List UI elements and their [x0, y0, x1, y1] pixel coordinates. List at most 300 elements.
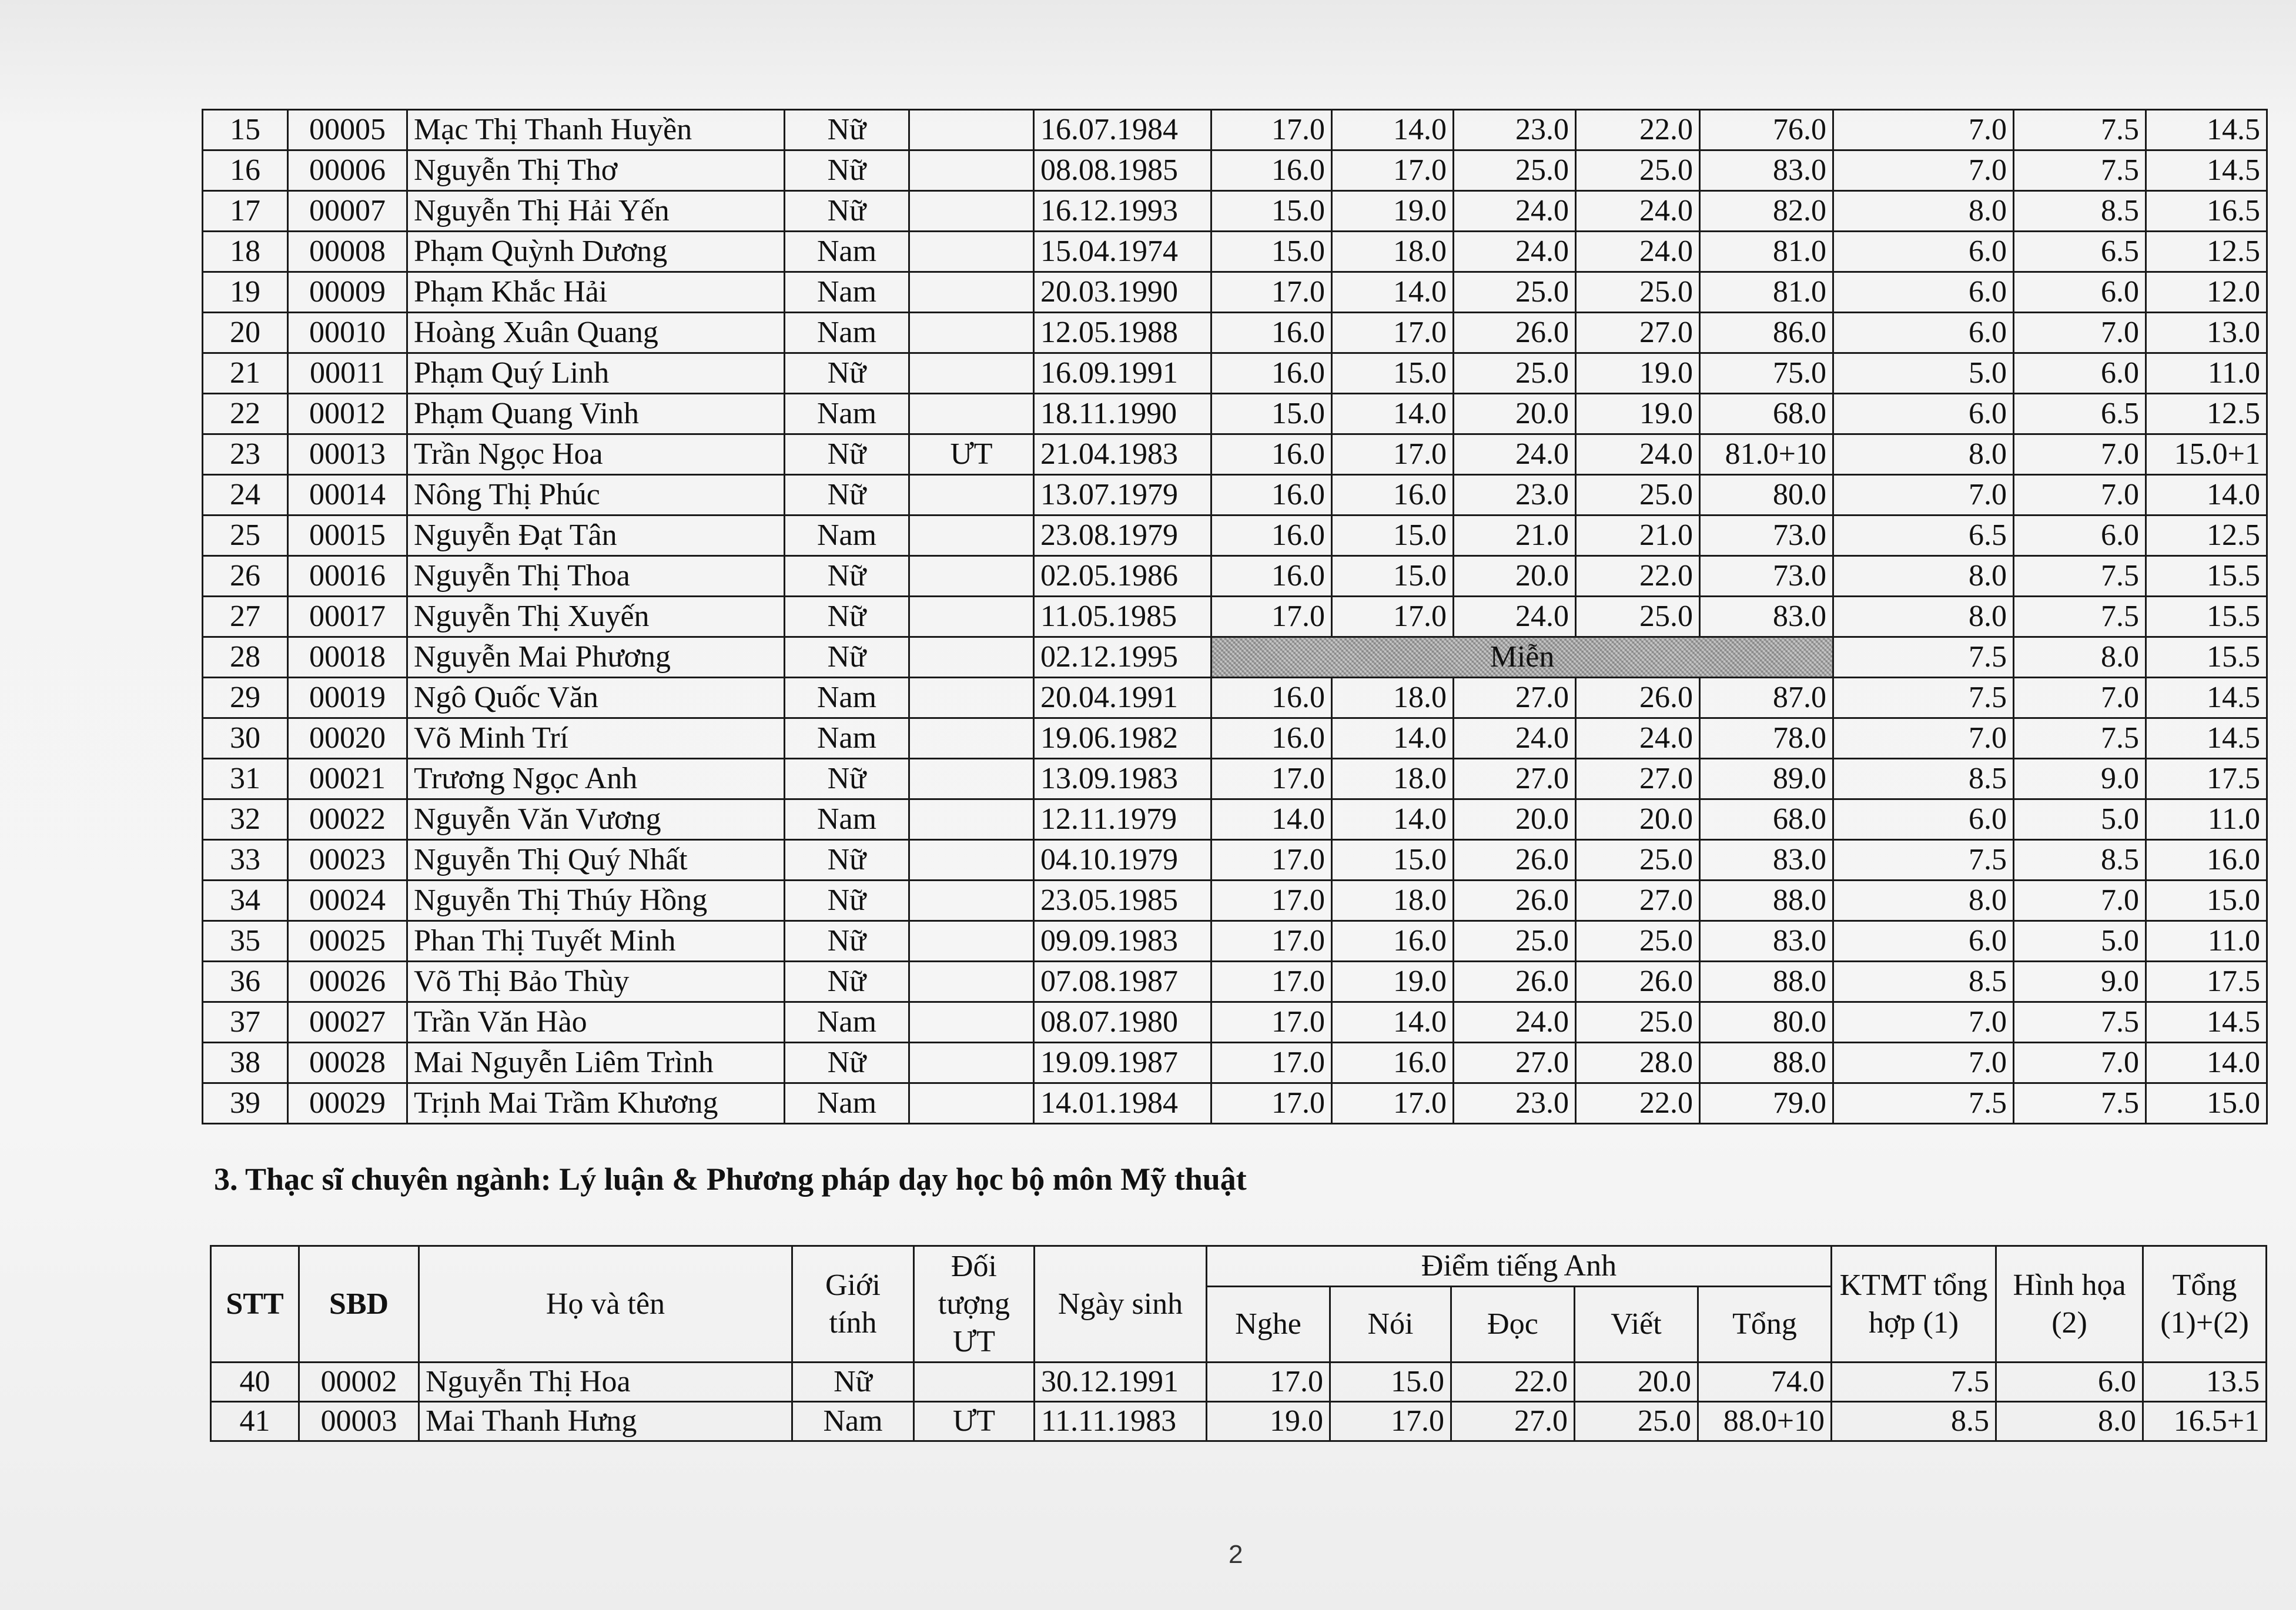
cell-full-name: Nguyễn Thị Xuyến: [407, 597, 785, 637]
table-row: [203, 272, 2267, 313]
cell-stt: 35: [203, 921, 288, 962]
cell-listening: 17.0: [1211, 881, 1332, 921]
cell-sum: 16.0: [2146, 840, 2267, 881]
cell-writing: 25.0: [1576, 475, 1700, 516]
cell-dob: 15.04.1974: [1034, 232, 1211, 272]
cell-reading: 26.0: [1454, 962, 1576, 1002]
cell-drawing: 6.5: [2014, 394, 2146, 434]
cell-gender: Nữ: [785, 597, 909, 637]
cell-reading: 26.0: [1454, 881, 1576, 921]
cell-priority: [909, 353, 1034, 394]
cell-ktmt: 6.0: [1833, 921, 2014, 962]
cell-priority: [909, 718, 1034, 759]
cell-reading: 26.0: [1454, 840, 1576, 881]
header-sbd: SBD: [299, 1246, 419, 1363]
cell-stt: 33: [203, 840, 288, 881]
cell-reading: 27.0: [1454, 678, 1576, 718]
cell-listening: 16.0: [1211, 678, 1332, 718]
cell-ktmt: 7.0: [1833, 1002, 2014, 1043]
cell-sbd: 00009: [288, 272, 407, 313]
cell-gender: Nam: [785, 1002, 909, 1043]
cell-full-name: Phạm Khắc Hải: [407, 272, 785, 313]
cell-drawing: 5.0: [2014, 921, 2146, 962]
cell-stt: 29: [203, 678, 288, 718]
cell-priority: [909, 394, 1034, 434]
cell-stt: 15: [203, 110, 288, 150]
cell-priority: [909, 1083, 1034, 1124]
cell-priority: [909, 678, 1034, 718]
cell-dob: 11.05.1985: [1034, 597, 1211, 637]
cell-priority: [909, 150, 1034, 191]
cell-gender: Nam: [785, 678, 909, 718]
cell-sum: 12.5: [2146, 516, 2267, 556]
cell-dob: 12.05.1988: [1034, 313, 1211, 353]
cell-sum: 11.0: [2146, 921, 2267, 962]
table-row: [203, 597, 2267, 637]
table-row: [203, 718, 2267, 759]
cell-writing: 25.0: [1576, 840, 1700, 881]
cell-full-name: Nguyễn Mai Phương: [407, 637, 785, 678]
cell-speaking: 15.0: [1332, 556, 1454, 597]
cell-sum: 17.5: [2146, 759, 2267, 799]
cell-stt: 25: [203, 516, 288, 556]
cell-listening: 16.0: [1211, 353, 1332, 394]
cell-ktmt: 7.0: [1833, 475, 2014, 516]
cell-drawing: 7.5: [2014, 556, 2146, 597]
cell-speaking: 18.0: [1332, 678, 1454, 718]
cell-ktmt: 8.0: [1833, 191, 2014, 232]
cell-drawing: 7.5: [2014, 1002, 2146, 1043]
table-row: [211, 1363, 2267, 1402]
cell-writing: 25.0: [1576, 597, 1700, 637]
cell-reading: 25.0: [1454, 272, 1576, 313]
cell-dob: 08.07.1980: [1034, 1002, 1211, 1043]
cell-gender: Nữ: [785, 353, 909, 394]
cell-full-name: Trần Văn Hào: [407, 1002, 785, 1043]
cell-drawing: 8.0: [2014, 637, 2146, 678]
cell-full-name: Nguyễn Thị Quý Nhất: [407, 840, 785, 881]
cell-speaking: 14.0: [1332, 1002, 1454, 1043]
cell-english-total: 88.0: [1700, 1043, 1833, 1083]
cell-speaking: 16.0: [1332, 475, 1454, 516]
cell-sum: 15.0: [2146, 1083, 2267, 1124]
cell-sbd: 00023: [288, 840, 407, 881]
cell-english-total: 80.0: [1700, 475, 1833, 516]
cell-stt: 28: [203, 637, 288, 678]
cell-ktmt: 7.0: [1833, 1043, 2014, 1083]
cell-priority: [909, 637, 1034, 678]
cell-stt: 21: [203, 353, 288, 394]
cell-sbd: 00027: [288, 1002, 407, 1043]
cell-writing: 24.0: [1576, 191, 1700, 232]
cell-english-total: 83.0: [1700, 840, 1833, 881]
cell-reading: 27.0: [1454, 759, 1576, 799]
table-row: [203, 799, 2267, 840]
cell-reading: 20.0: [1454, 799, 1576, 840]
cell-drawing: 7.5: [2014, 1083, 2146, 1124]
cell-writing: 19.0: [1576, 353, 1700, 394]
cell-dob: 19.06.1982: [1034, 718, 1211, 759]
cell-speaking: 18.0: [1332, 759, 1454, 799]
cell-drawing: 6.0: [2014, 272, 2146, 313]
cell-stt: 17: [203, 191, 288, 232]
cell-speaking: 19.0: [1332, 962, 1454, 1002]
cell-sum: 15.0+1: [2146, 434, 2267, 475]
cell-writing: 24.0: [1576, 232, 1700, 272]
cell-writing: 22.0: [1576, 110, 1700, 150]
cell-gender: Nam: [785, 516, 909, 556]
cell-gender: Nữ: [785, 921, 909, 962]
cell-reading: 24.0: [1454, 232, 1576, 272]
cell-ktmt: 8.0: [1833, 597, 2014, 637]
cell-priority: [909, 556, 1034, 597]
cell-speaking: 17.0: [1332, 597, 1454, 637]
cell-english-total: 81.0+10: [1700, 434, 1833, 475]
cell-speaking: 17.0: [1332, 1083, 1454, 1124]
cell-drawing: 7.0: [2014, 313, 2146, 353]
cell-english-total: 73.0: [1700, 516, 1833, 556]
cell-ktmt: 8.0: [1833, 434, 2014, 475]
cell-priority: ƯT: [914, 1402, 1035, 1441]
cell-full-name: Phạm Quang Vinh: [407, 394, 785, 434]
table-row: [203, 475, 2267, 516]
cell-gender: Nam: [785, 394, 909, 434]
cell-priority: [909, 272, 1034, 313]
cell-ktmt: 6.0: [1833, 232, 2014, 272]
page-number: 2: [1229, 1540, 1243, 1569]
header-gender: Giới tính: [792, 1246, 914, 1363]
cell-sum: 14.5: [2146, 1002, 2267, 1043]
cell-reading: 23.0: [1454, 1083, 1576, 1124]
table-row: [203, 394, 2267, 434]
cell-stt: 16: [203, 150, 288, 191]
cell-sum: 14.5: [2146, 110, 2267, 150]
cell-reading: 24.0: [1454, 597, 1576, 637]
cell-sum: 15.5: [2146, 637, 2267, 678]
cell-full-name: Nguyễn Thị Thúy Hồng: [407, 881, 785, 921]
cell-ktmt: 7.5: [1832, 1363, 1996, 1402]
cell-writing: 27.0: [1576, 313, 1700, 353]
cell-gender: Nữ: [785, 110, 909, 150]
cell-speaking: 15.0: [1332, 840, 1454, 881]
cell-listening: 17.0: [1211, 597, 1332, 637]
table-row: [203, 150, 2267, 191]
cell-ktmt: 6.0: [1833, 799, 2014, 840]
cell-gender: Nam: [785, 718, 909, 759]
cell-dob: 13.09.1983: [1034, 759, 1211, 799]
table-row: [211, 1402, 2267, 1441]
cell-writing: 22.0: [1576, 1083, 1700, 1124]
cell-listening: 15.0: [1211, 232, 1332, 272]
cell-writing: 25.0: [1575, 1402, 1698, 1441]
table-row: [203, 191, 2267, 232]
cell-full-name: Nguyễn Thị Thoa: [407, 556, 785, 597]
cell-english-total: 73.0: [1700, 556, 1833, 597]
cell-english-total: 89.0: [1700, 759, 1833, 799]
cell-stt: 24: [203, 475, 288, 516]
table-row: [203, 840, 2267, 881]
cell-gender: Nam: [785, 1083, 909, 1124]
cell-english-total: 79.0: [1700, 1083, 1833, 1124]
cell-speaking: 16.0: [1332, 921, 1454, 962]
cell-ktmt: 7.5: [1833, 678, 2014, 718]
art-pedagogy-score-table: [210, 1245, 2267, 1442]
cell-drawing: 6.0: [1996, 1363, 2143, 1402]
cell-ktmt: 5.0: [1833, 353, 2014, 394]
cell-english-total: 76.0: [1700, 110, 1833, 150]
cell-stt: 40: [211, 1363, 299, 1402]
cell-priority: [909, 1002, 1034, 1043]
cell-speaking: 15.0: [1332, 516, 1454, 556]
cell-writing: 25.0: [1576, 921, 1700, 962]
cell-full-name: Nguyễn Văn Vương: [407, 799, 785, 840]
header-dob: Ngày sinh: [1035, 1246, 1207, 1363]
cell-sbd: 00002: [299, 1363, 419, 1402]
cell-gender: Nữ: [785, 434, 909, 475]
cell-english-total: 75.0: [1700, 353, 1833, 394]
cell-dob: 04.10.1979: [1034, 840, 1211, 881]
cell-listening: 17.0: [1211, 272, 1332, 313]
cell-writing: 25.0: [1576, 272, 1700, 313]
cell-reading: 25.0: [1454, 150, 1576, 191]
cell-dob: 09.09.1983: [1034, 921, 1211, 962]
cell-sum: 12.0: [2146, 272, 2267, 313]
cell-drawing: 7.0: [2014, 475, 2146, 516]
cell-stt: 31: [203, 759, 288, 799]
cell-reading: 24.0: [1454, 434, 1576, 475]
cell-english-total: 68.0: [1700, 394, 1833, 434]
cell-priority: [909, 962, 1034, 1002]
header-english-total: Tổng: [1698, 1287, 1832, 1363]
header-stt: STT: [211, 1246, 299, 1363]
cell-dob: 08.08.1985: [1034, 150, 1211, 191]
cell-listening: 17.0: [1211, 1083, 1332, 1124]
cell-sbd: 00003: [299, 1402, 419, 1441]
cell-ktmt: 7.5: [1833, 840, 2014, 881]
cell-speaking: 18.0: [1332, 232, 1454, 272]
cell-dob: 20.04.1991: [1034, 678, 1211, 718]
cell-ktmt: 7.0: [1833, 110, 2014, 150]
cell-full-name: Mai Nguyễn Liêm Trình: [407, 1043, 785, 1083]
table-body: [203, 110, 2267, 1124]
cell-dob: 12.11.1979: [1034, 799, 1211, 840]
cell-english-total: 80.0: [1700, 1002, 1833, 1043]
cell-priority: [909, 1043, 1034, 1083]
cell-sum: 11.0: [2146, 353, 2267, 394]
cell-sum: 13.0: [2146, 313, 2267, 353]
cell-drawing: 6.0: [2014, 516, 2146, 556]
cell-priority: [909, 516, 1034, 556]
cell-ktmt: 8.0: [1833, 556, 2014, 597]
cell-sum: 15.0: [2146, 881, 2267, 921]
cell-sbd: 00015: [288, 516, 407, 556]
cell-reading: 23.0: [1454, 110, 1576, 150]
cell-sbd: 00013: [288, 434, 407, 475]
table-body: [211, 1363, 2267, 1441]
cell-sbd: 00028: [288, 1043, 407, 1083]
cell-writing: 19.0: [1576, 394, 1700, 434]
cell-priority: [909, 313, 1034, 353]
cell-drawing: 9.0: [2014, 759, 2146, 799]
cell-listening: 14.0: [1211, 799, 1332, 840]
cell-gender: Nữ: [785, 150, 909, 191]
cell-listening: 17.0: [1207, 1363, 1330, 1402]
cell-full-name: Nguyễn Đạt Tân: [407, 516, 785, 556]
cell-listening: 17.0: [1211, 1002, 1332, 1043]
cell-priority: [909, 475, 1034, 516]
table-row: [203, 637, 2267, 678]
cell-stt: 23: [203, 434, 288, 475]
cell-sbd: 00017: [288, 597, 407, 637]
cell-dob: 16.12.1993: [1034, 191, 1211, 232]
cell-speaking: 16.0: [1332, 1043, 1454, 1083]
cell-priority: [909, 232, 1034, 272]
cell-sbd: 00022: [288, 799, 407, 840]
cell-full-name: Trịnh Mai Trầm Khương: [407, 1083, 785, 1124]
cell-writing: 20.0: [1575, 1363, 1698, 1402]
cell-sbd: 00005: [288, 110, 407, 150]
cell-priority: [909, 881, 1034, 921]
cell-english-exempt: Miễn: [1211, 637, 1833, 678]
cell-sbd: 00021: [288, 759, 407, 799]
cell-stt: 38: [203, 1043, 288, 1083]
cell-gender: Nữ: [785, 759, 909, 799]
cell-sbd: 00019: [288, 678, 407, 718]
cell-gender: Nam: [785, 799, 909, 840]
cell-priority: [909, 799, 1034, 840]
cell-drawing: 8.5: [2014, 840, 2146, 881]
cell-full-name: Nguyễn Thị Hoa: [419, 1363, 792, 1402]
cell-listening: 15.0: [1211, 394, 1332, 434]
cell-reading: 25.0: [1454, 921, 1576, 962]
header-writing: Viết: [1575, 1287, 1698, 1363]
cell-sbd: 00024: [288, 881, 407, 921]
cell-ktmt: 6.0: [1833, 272, 2014, 313]
cell-sbd: 00006: [288, 150, 407, 191]
table-row: [203, 678, 2267, 718]
cell-drawing: 7.5: [2014, 150, 2146, 191]
cell-reading: 26.0: [1454, 313, 1576, 353]
cell-english-total: 88.0+10: [1698, 1402, 1832, 1441]
cell-reading: 27.0: [1451, 1402, 1575, 1441]
table-row: [203, 516, 2267, 556]
cell-full-name: Võ Minh Trí: [407, 718, 785, 759]
cell-drawing: 7.5: [2014, 718, 2146, 759]
cell-ktmt: 8.5: [1833, 962, 2014, 1002]
header-sum: Tổng (1)+(2): [2143, 1246, 2267, 1363]
cell-sum: 14.5: [2146, 718, 2267, 759]
cell-writing: 26.0: [1576, 962, 1700, 1002]
table-row: [203, 881, 2267, 921]
cell-gender: Nữ: [792, 1363, 914, 1402]
cell-speaking: 14.0: [1332, 394, 1454, 434]
cell-speaking: 14.0: [1332, 110, 1454, 150]
header-reading: Đọc: [1451, 1287, 1575, 1363]
cell-english-total: 68.0: [1700, 799, 1833, 840]
cell-priority: ƯT: [909, 434, 1034, 475]
cell-writing: 20.0: [1576, 799, 1700, 840]
cell-listening: 19.0: [1207, 1402, 1330, 1441]
cell-dob: 16.07.1984: [1034, 110, 1211, 150]
cell-english-total: 81.0: [1700, 272, 1833, 313]
cell-stt: 32: [203, 799, 288, 840]
cell-listening: 17.0: [1211, 840, 1332, 881]
table-row: [203, 110, 2267, 150]
cell-sbd: 00025: [288, 921, 407, 962]
cell-ktmt: 6.0: [1833, 394, 2014, 434]
cell-listening: 16.0: [1211, 718, 1332, 759]
cell-dob: 21.04.1983: [1034, 434, 1211, 475]
cell-sum: 14.0: [2146, 1043, 2267, 1083]
cell-ktmt: 8.5: [1833, 759, 2014, 799]
cell-drawing: 8.0: [1996, 1402, 2143, 1441]
cell-writing: 27.0: [1576, 881, 1700, 921]
table-row: [203, 759, 2267, 799]
cell-dob: 14.01.1984: [1034, 1083, 1211, 1124]
header-full-name: Họ và tên: [419, 1246, 792, 1363]
cell-writing: 27.0: [1576, 759, 1700, 799]
cell-drawing: 7.0: [2014, 434, 2146, 475]
cell-english-total: 83.0: [1700, 597, 1833, 637]
cell-drawing: 6.0: [2014, 353, 2146, 394]
cell-speaking: 15.0: [1332, 353, 1454, 394]
cell-stt: 18: [203, 232, 288, 272]
header-drawing: Hình họa (2): [1996, 1246, 2143, 1363]
cell-ktmt: 8.5: [1832, 1402, 1996, 1441]
cell-stt: 30: [203, 718, 288, 759]
cell-ktmt: 7.0: [1833, 718, 2014, 759]
cell-stt: 37: [203, 1002, 288, 1043]
cell-gender: Nữ: [785, 962, 909, 1002]
cell-dob: 18.11.1990: [1034, 394, 1211, 434]
cell-gender: Nữ: [785, 637, 909, 678]
table-row: [203, 232, 2267, 272]
cell-dob: 20.03.1990: [1034, 272, 1211, 313]
cell-sbd: 00018: [288, 637, 407, 678]
cell-listening: 16.0: [1211, 516, 1332, 556]
cell-dob: 23.05.1985: [1034, 881, 1211, 921]
header-listening: Nghe: [1207, 1287, 1330, 1363]
cell-gender: Nam: [785, 272, 909, 313]
cell-drawing: 7.0: [2014, 678, 2146, 718]
cell-full-name: Nguyễn Thị Thơ: [407, 150, 785, 191]
cell-listening: 15.0: [1211, 191, 1332, 232]
cell-gender: Nam: [785, 232, 909, 272]
cell-reading: 20.0: [1454, 556, 1576, 597]
table-row: [203, 921, 2267, 962]
cell-listening: 16.0: [1211, 434, 1332, 475]
cell-sbd: 00014: [288, 475, 407, 516]
cell-stt: 22: [203, 394, 288, 434]
cell-english-total: 87.0: [1700, 678, 1833, 718]
cell-gender: Nam: [785, 313, 909, 353]
cell-english-total: 83.0: [1700, 150, 1833, 191]
cell-speaking: 19.0: [1332, 191, 1454, 232]
cell-speaking: 17.0: [1332, 150, 1454, 191]
cell-english-total: 82.0: [1700, 191, 1833, 232]
cell-gender: Nữ: [785, 840, 909, 881]
cell-ktmt: 7.0: [1833, 150, 2014, 191]
cell-dob: 30.12.1991: [1035, 1363, 1207, 1402]
cell-listening: 17.0: [1211, 1043, 1332, 1083]
cell-reading: 24.0: [1454, 718, 1576, 759]
cell-full-name: Nguyễn Thị Hải Yến: [407, 191, 785, 232]
cell-full-name: Trần Ngọc Hoa: [407, 434, 785, 475]
cell-writing: 25.0: [1576, 1002, 1700, 1043]
cell-sum: 16.5+1: [2143, 1402, 2267, 1441]
cell-full-name: Trương Ngọc Anh: [407, 759, 785, 799]
cell-english-total: 86.0: [1700, 313, 1833, 353]
